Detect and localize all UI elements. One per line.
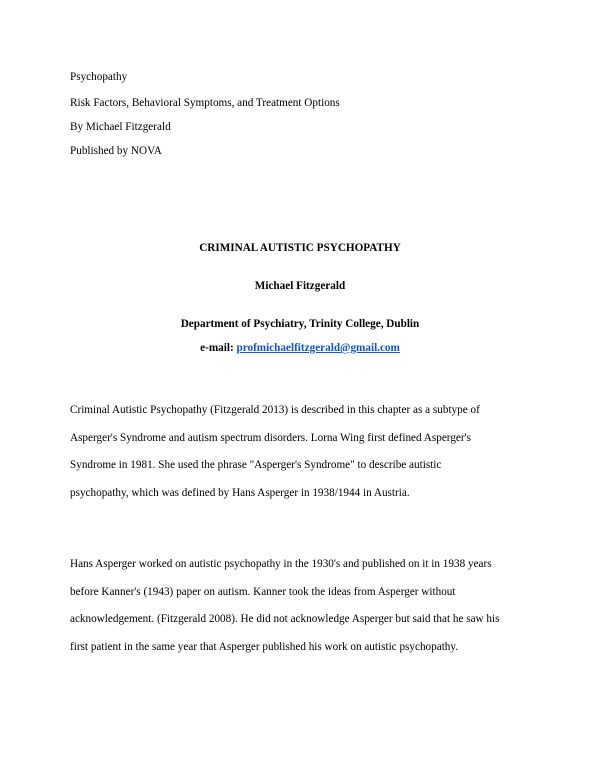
email-line xyxy=(0,341,600,355)
paragraph-line: Criminal Autistic Psychopathy (Fitzgerald 2013) is described in this chapter as a subtype of xyxy=(70,404,480,416)
paragraph-line: Syndrome in 1981. She used the phrase "Asperger's Syndrome" to describe autistic xyxy=(70,459,442,471)
email-link[interactable]: profmichaelfitzgerald@gmail.com xyxy=(236,342,400,354)
paragraph-line: Asperger's Syndrome and autism spectrum disorders. Lorna Wing first defined Asperger's xyxy=(70,432,471,444)
paragraph-line: first patient in the same year that Asperger published his work on autistic psychopathy. xyxy=(70,641,459,653)
email-label: e-mail: xyxy=(200,342,237,354)
paragraph-line: acknowledgement. (Fitzgerald 2008). He did not acknowledge Asperger but said that he saw his xyxy=(70,613,500,625)
author-affiliation: Department of Psychiatry, Trinity College, Dublin xyxy=(180,318,420,330)
book-subtitle: Risk Factors, Behavioral Symptoms, and Treatment Options xyxy=(70,97,340,109)
book-author: By Michael Fitzgerald xyxy=(70,121,171,133)
paragraph-line: Hans Asperger worked on autistic psychopathy in the 1930's and published on it in 1938 years xyxy=(70,558,492,570)
chapter-author: Michael Fitzgerald xyxy=(254,280,346,292)
book-publisher: Published by NOVA xyxy=(70,145,162,157)
paragraph-line: psychopathy, which was defined by Hans Asperger in 1938/1944 in Austria. xyxy=(70,487,410,499)
paragraph-line: before Kanner's (1943) paper on autism. Kanner took the ideas from Asperger without xyxy=(70,586,456,598)
book-title: Psychopathy xyxy=(70,71,128,83)
chapter-title: CRIMINAL AUTISTIC PSYCHOPATHY xyxy=(199,242,401,254)
